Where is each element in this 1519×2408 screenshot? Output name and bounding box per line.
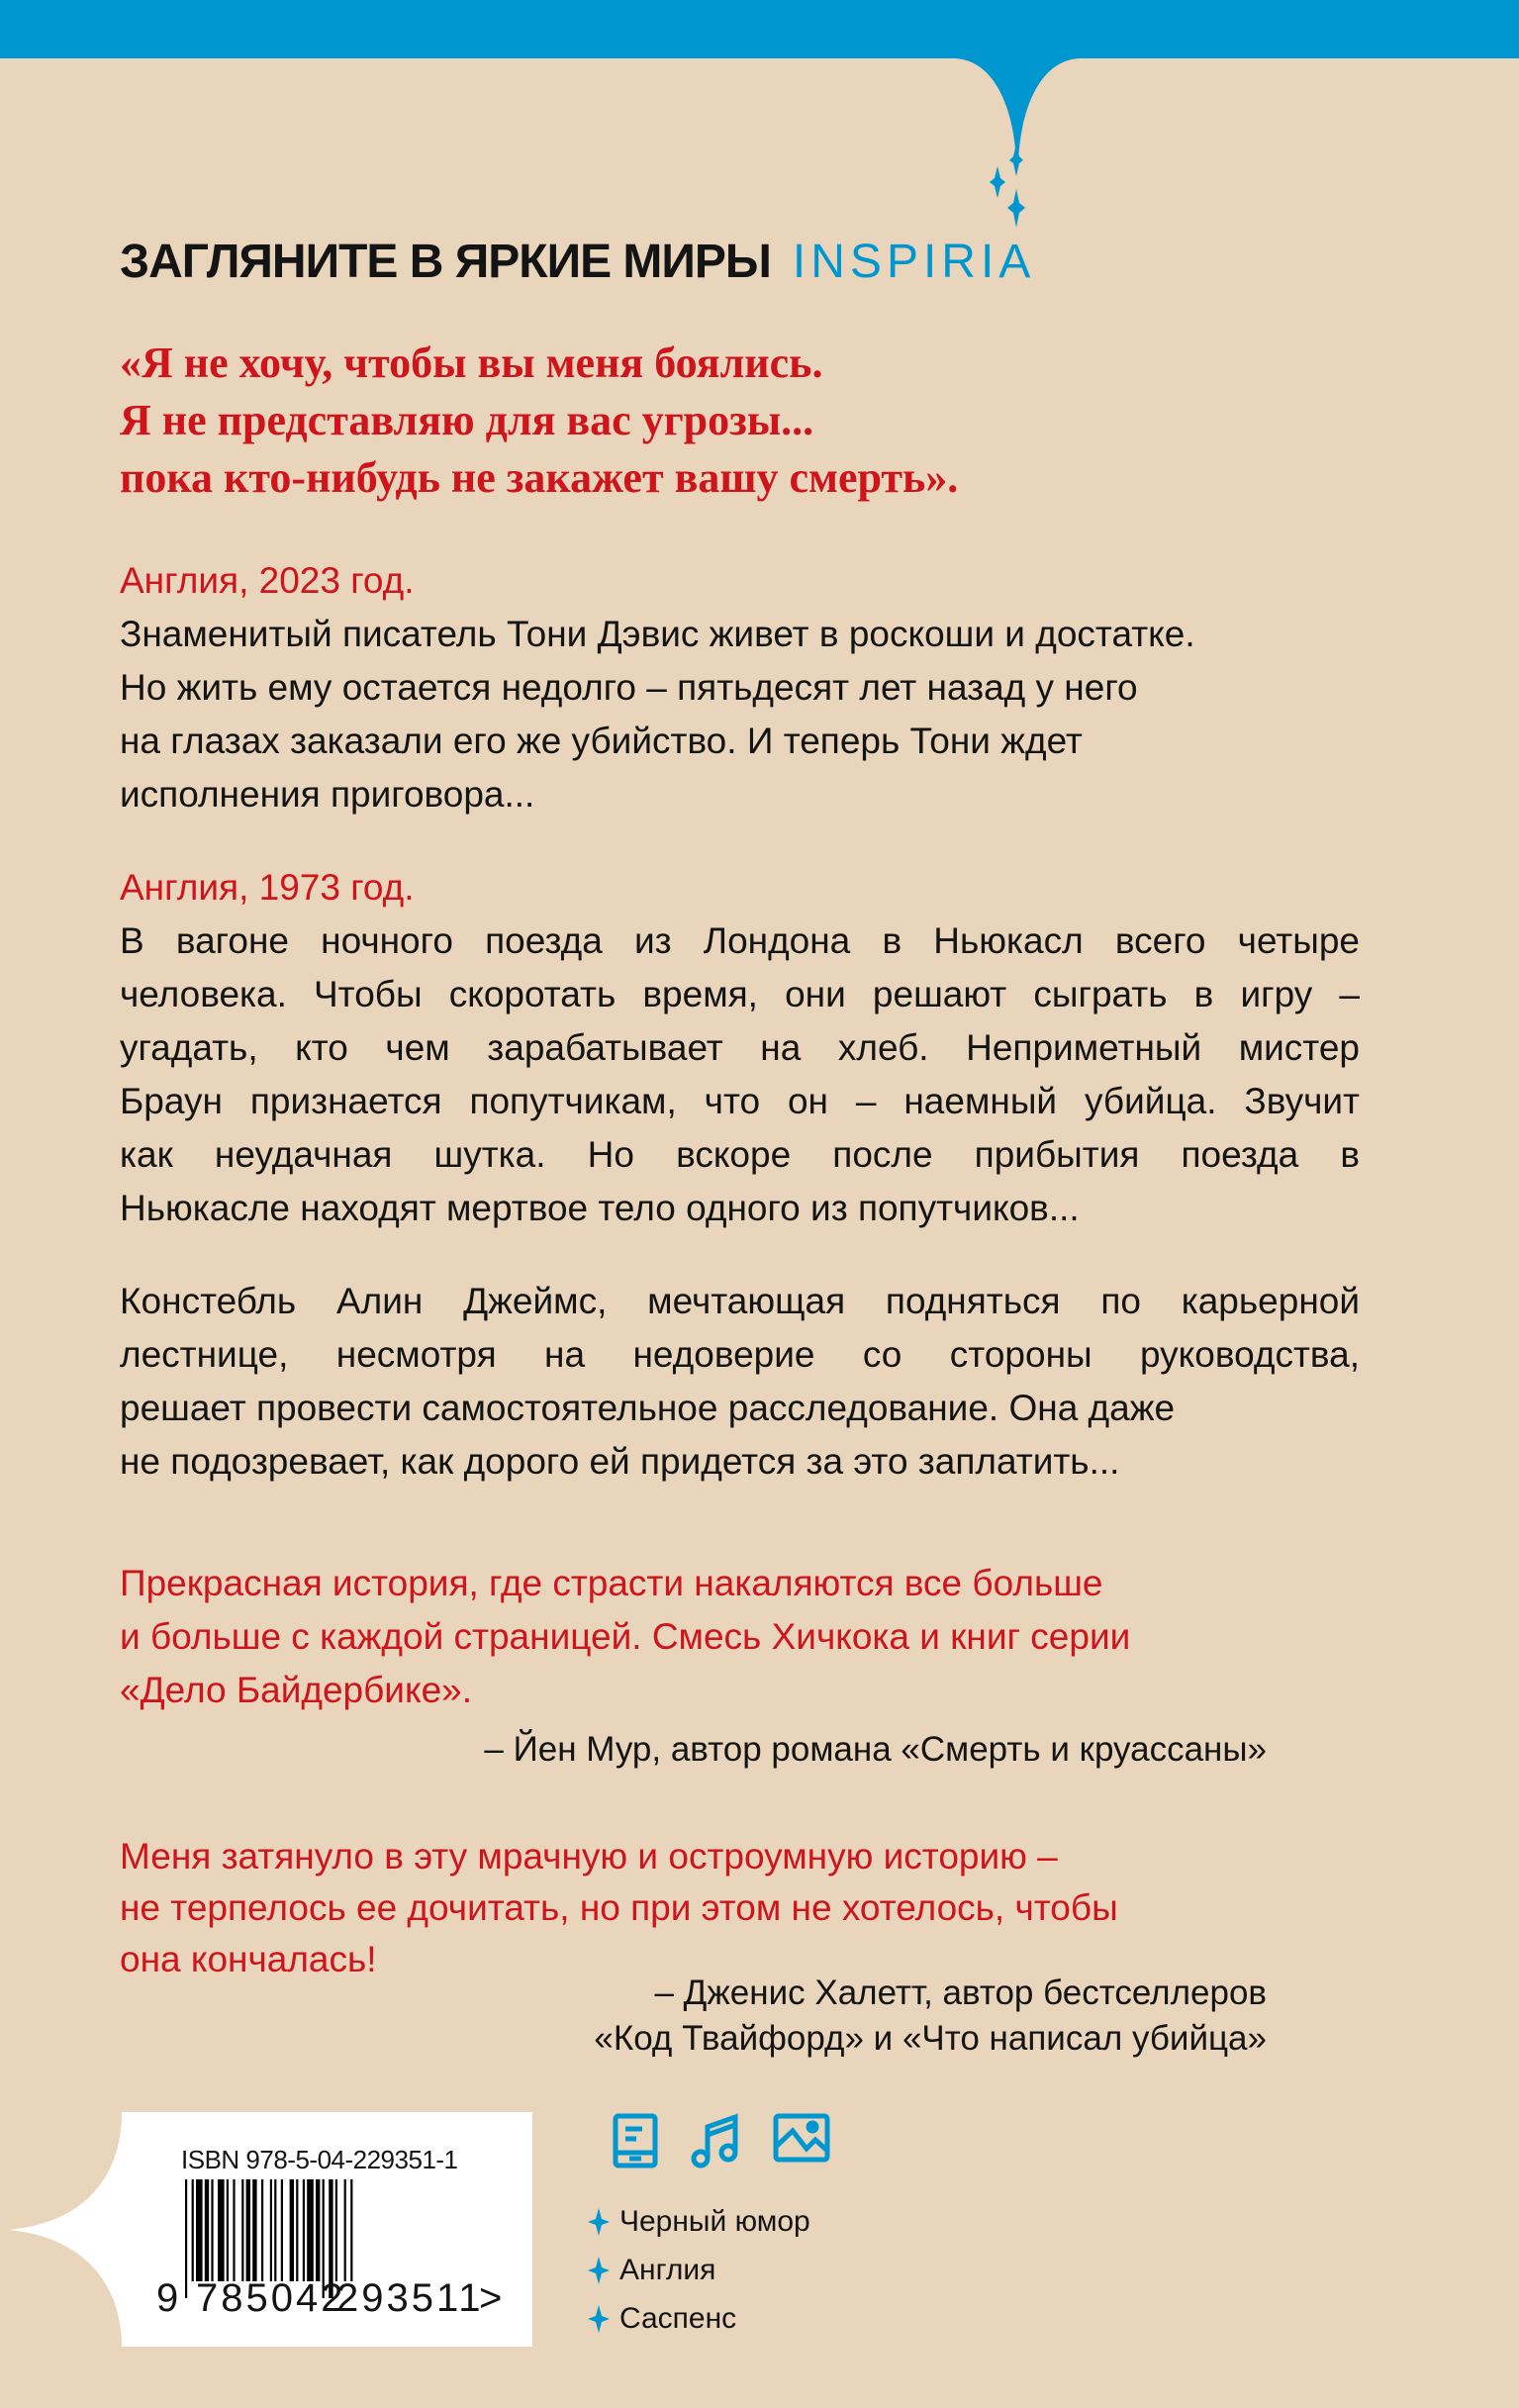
ebook-icon: [613, 2113, 658, 2168]
series-heading: [120, 238, 1035, 287]
review-1: [120, 1557, 1360, 1717]
barcode-bar: [246, 2179, 250, 2281]
text-line: на глазах заказали его же убийство. И теперь Тони ждет: [120, 721, 1083, 761]
barcode-bar: [270, 2179, 272, 2281]
tag-label: Черный юмор: [619, 2205, 810, 2238]
epigraph-quote: [120, 335, 958, 507]
attribution-line: – Дженис Халетт, автор бестселлеров: [654, 1974, 1267, 2012]
barcode-bar: [335, 2179, 337, 2281]
text-line: В вагоне ночного поезда из Лондона в Ньюкасл всего четыре: [120, 920, 1360, 961]
section-constable: [120, 1275, 1360, 1489]
top-band-with-drip: [0, 0, 1519, 198]
attribution-line: – Йен Мур, автор романа «Смерть и круассаны»: [484, 1730, 1267, 1769]
barcode-bar: [307, 2179, 314, 2281]
barcode-bar: [316, 2179, 320, 2281]
review-line: Прекрасная история, где страсти накаляются все больше: [120, 1563, 1103, 1603]
image-icon: [773, 2113, 830, 2163]
quote-line: «Я не хочу, чтобы вы меня боялись.: [120, 338, 823, 387]
tag-item: [588, 2197, 810, 2246]
review-line: не терпелось ее дочитать, но при этом не хотелось, чтобы: [120, 1887, 1118, 1928]
text-line: как неудачная шутка. Но вскоре после прибытия поезда в: [120, 1134, 1360, 1175]
tag-label: Саспенс: [619, 2302, 737, 2335]
text-line: Знаменитый писатель Тони Дэвис живет в роскоши и достатке.: [120, 614, 1195, 654]
barcode-digit: 293511: [336, 2276, 484, 2320]
text-line: человека. Чтобы скоротать время, они решают сыграть в игру –: [120, 974, 1360, 1014]
barcode-bar: [227, 2179, 229, 2281]
quote-line: пока кто-нибудь не закажет вашу смерть».: [120, 453, 959, 502]
format-icons: [613, 2113, 830, 2168]
barcode-bar: [350, 2179, 352, 2281]
quote-line: Я не представляю для вас угрозы...: [120, 396, 814, 444]
attribution-line: «Код Твайфорд» и «Что написал убийца»: [594, 2019, 1267, 2058]
text-line: Констебль Алин Джеймс, мечтающая подняться по карьерной: [120, 1281, 1360, 1321]
text-line: лестнице, несмотря на недоверие со стороны руководства,: [120, 1334, 1360, 1375]
barcode-bar: [205, 2179, 209, 2281]
text-line: Ньюкасле находят мертвое тело одного из попутчиков...: [120, 1188, 1080, 1228]
barcode-bar: [196, 2179, 203, 2281]
review-2-attribution: [594, 1971, 1267, 2062]
text-line: исполнения приговора...: [120, 774, 535, 815]
sparkle-stars-icon: [980, 144, 1039, 228]
barcode-bar: [344, 2179, 346, 2281]
barcode-digit: 9: [156, 2276, 179, 2320]
tag-label: Англия: [619, 2254, 716, 2286]
barcode-bar: [290, 2179, 294, 2281]
review-line: она кончалась!: [120, 1939, 377, 1979]
review-1-attribution: [484, 1727, 1267, 1773]
barcode-bar: [281, 2179, 283, 2281]
barcode-bar: [185, 2179, 187, 2298]
sparkle-icon: [588, 2257, 610, 2284]
heading-text: ЗАГЛЯНИТЕ В ЯРКИЕ МИРЫ: [120, 236, 771, 288]
music-note-icon: [690, 2113, 741, 2168]
barcode-bar: [274, 2179, 276, 2281]
section-heading: Англия, 1973 год.: [120, 867, 415, 908]
barcode-bar: [218, 2179, 225, 2281]
barcode-bar: [192, 2179, 194, 2281]
sparkle-icon: [588, 2208, 610, 2236]
genre-tags: [588, 2197, 810, 2343]
barcode-bar: [303, 2179, 305, 2281]
section-2023: [120, 554, 1360, 821]
section-heading: Англия, 2023 год.: [120, 560, 415, 601]
barcode-bar: [252, 2179, 256, 2281]
barcode-bar: [241, 2179, 243, 2281]
text-line: не подозревает, как дорого ей придется за это заплатить...: [120, 1441, 1120, 1482]
review-line: Меня затянуло в эту мрачную и остроумную историю –: [120, 1836, 1058, 1877]
tag-item: [588, 2294, 810, 2343]
barcode-bar: [233, 2179, 235, 2281]
review-2: [120, 1831, 1360, 1985]
isbn-label: ISBN 978-5-04-229351-1: [181, 2145, 458, 2174]
barcode-digit: >: [479, 2276, 503, 2320]
text-line: решает провести самостоятельное расследование. Она даже: [120, 1388, 1176, 1428]
sparkle-icon: [588, 2305, 610, 2333]
barcode-digit: 785042: [196, 2276, 346, 2320]
barcode-bar: [261, 2179, 263, 2281]
text-line: Но жить ему остается недолго – пятьдесят лет назад у него: [120, 667, 1138, 708]
tag-item: [588, 2246, 810, 2294]
text-line: угадать, кто чем зарабатывает на хлеб. Неприметный мистер: [120, 1027, 1360, 1068]
barcode-bar: [296, 2179, 298, 2281]
brand-logo-text: INSPIRIA: [792, 236, 1036, 288]
review-line: «Дело Байдербике».: [120, 1670, 473, 1710]
text-line: Браун признается попутчикам, что он – наемный убийца. Звучит: [120, 1081, 1360, 1121]
barcode-bar: [211, 2179, 213, 2281]
review-line: и больше с каждой страницей. Смесь Хичкока и книг серии: [120, 1616, 1131, 1657]
section-1973: [120, 861, 1360, 1235]
